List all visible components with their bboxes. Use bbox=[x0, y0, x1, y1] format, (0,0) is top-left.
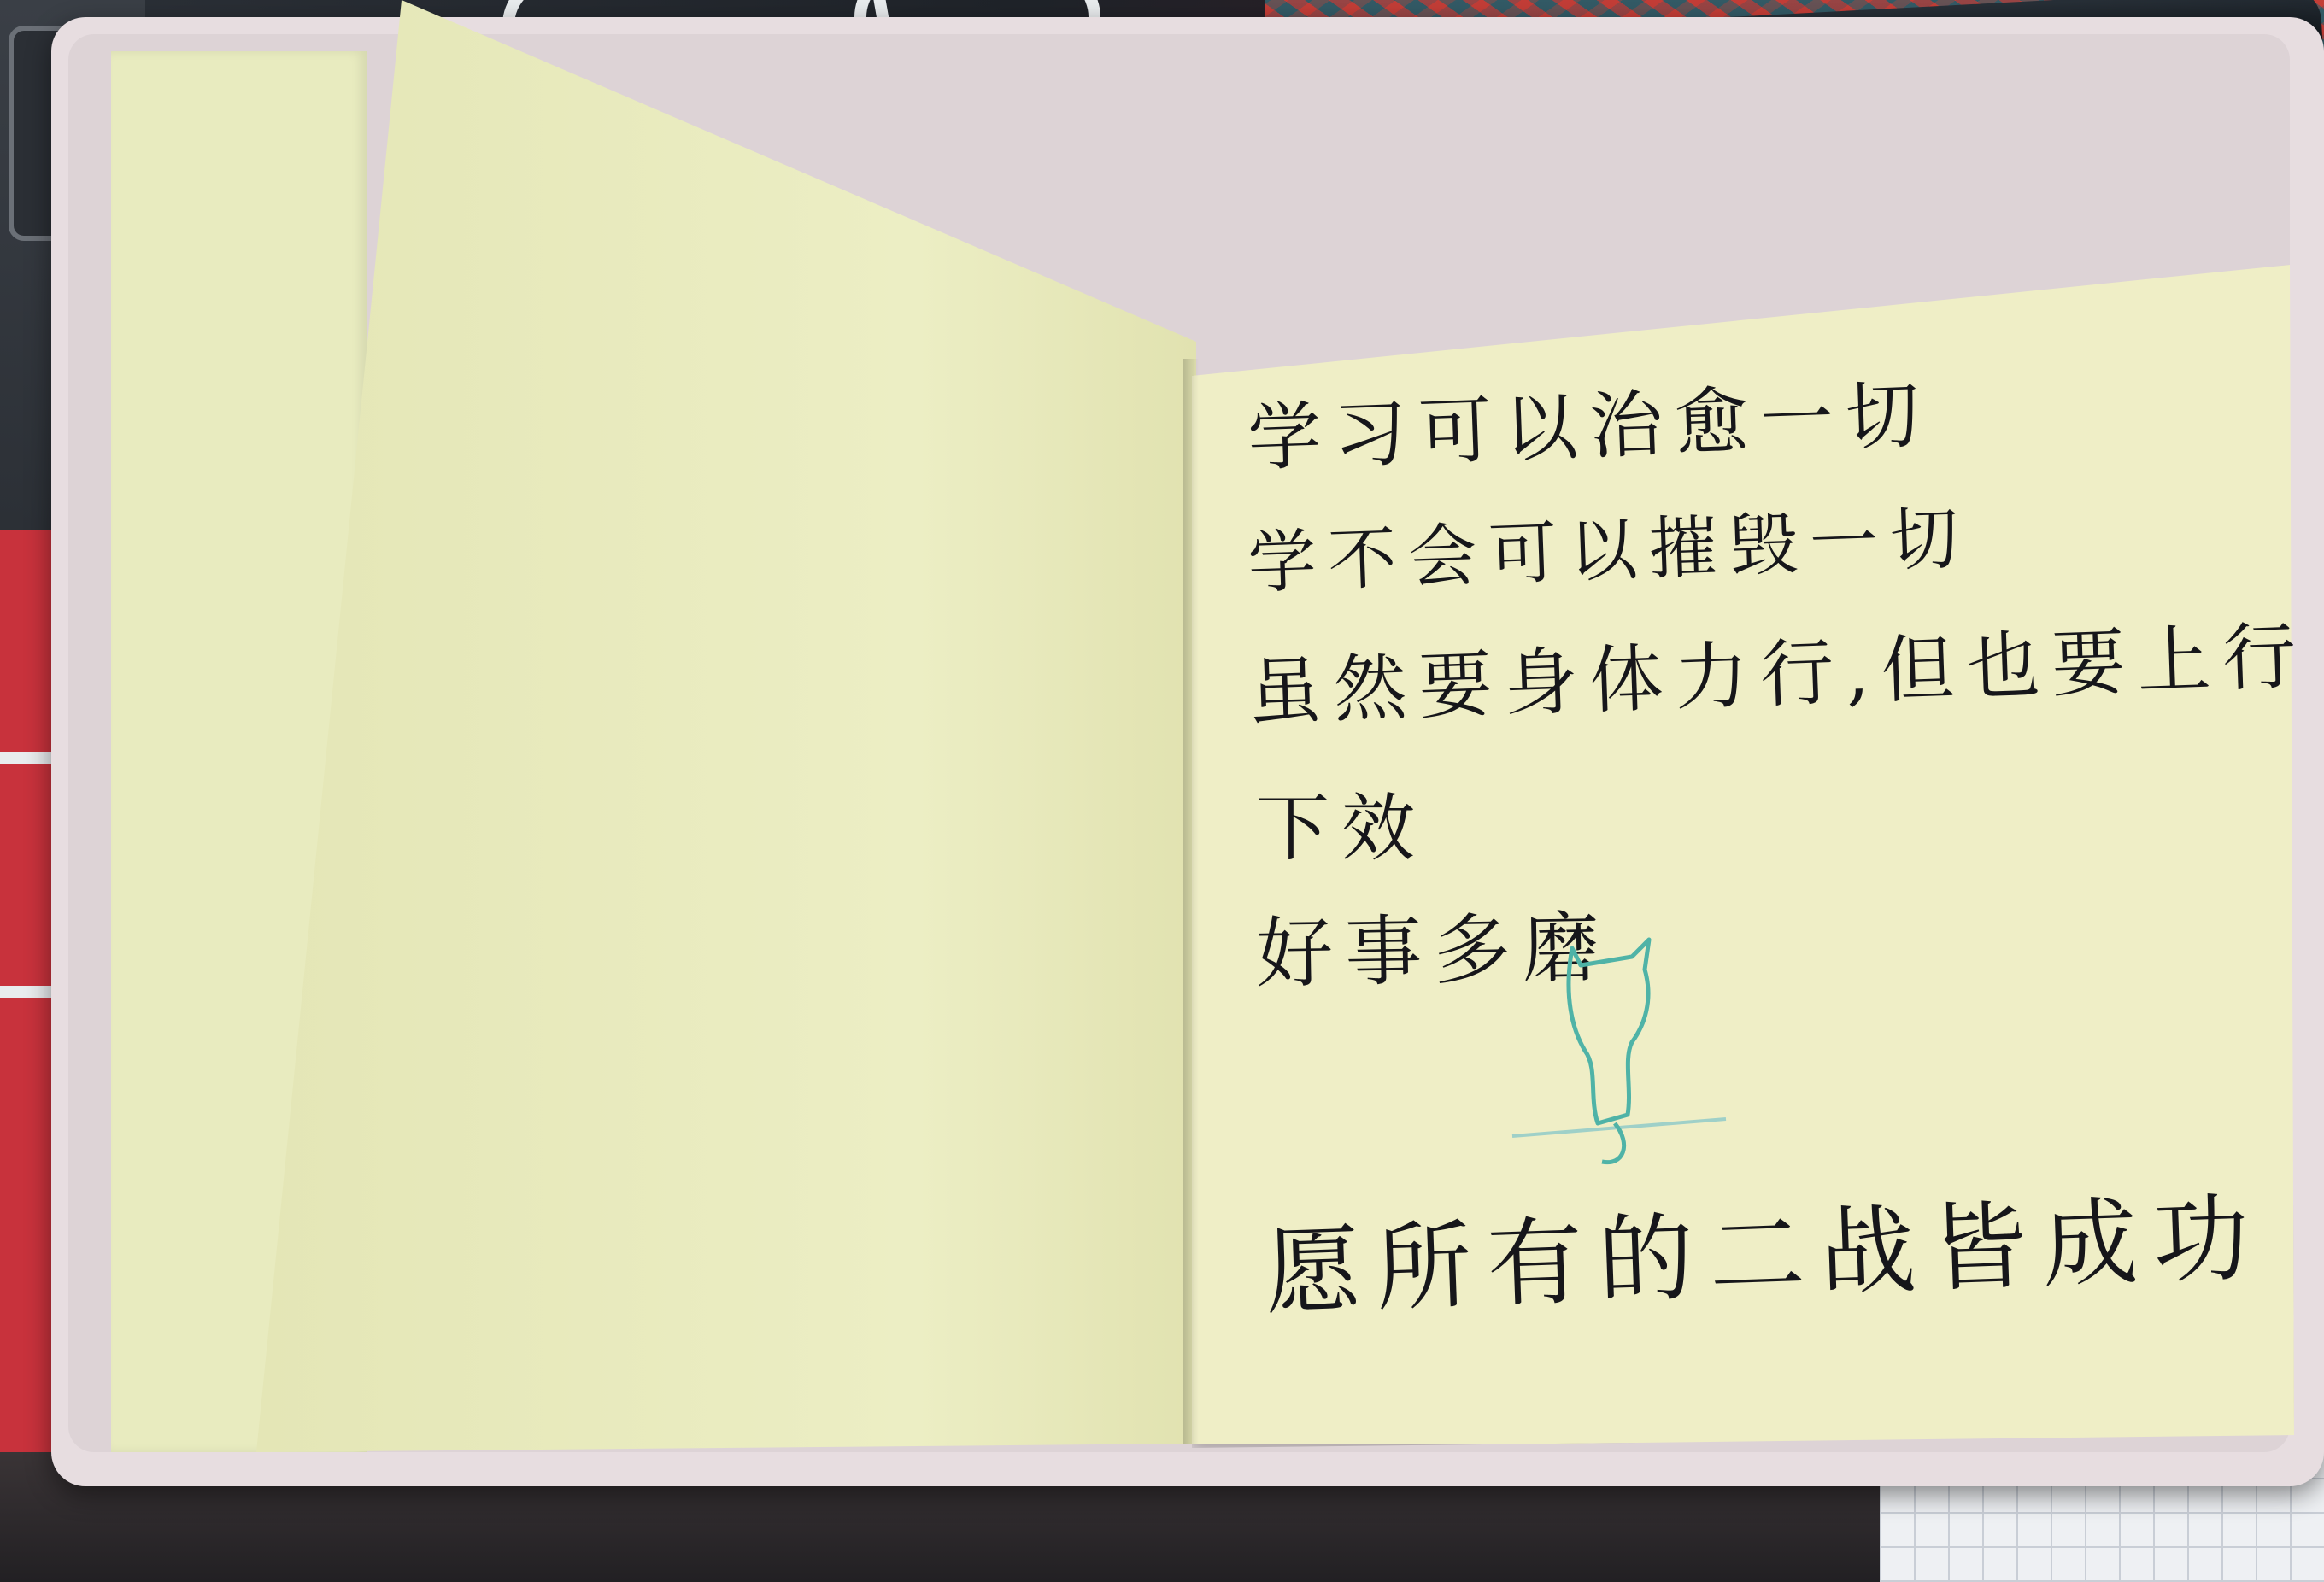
note-line-5: 好事多磨 bbox=[1255, 903, 1613, 999]
notebook-spine bbox=[1183, 359, 1199, 1444]
note-line-6: 愿所有的二战皆成功 bbox=[1263, 1182, 2267, 1329]
cat-doodle-icon bbox=[1504, 931, 1760, 1187]
note-line-3: 虽然要身体力行,但也要上行 bbox=[1246, 613, 2309, 736]
note-line-1: 学习可以治愈一切 bbox=[1246, 372, 1933, 482]
note-line-4: 下效 bbox=[1256, 786, 1427, 871]
note-line-2: 学不会可以摧毁一切 bbox=[1246, 498, 1972, 603]
